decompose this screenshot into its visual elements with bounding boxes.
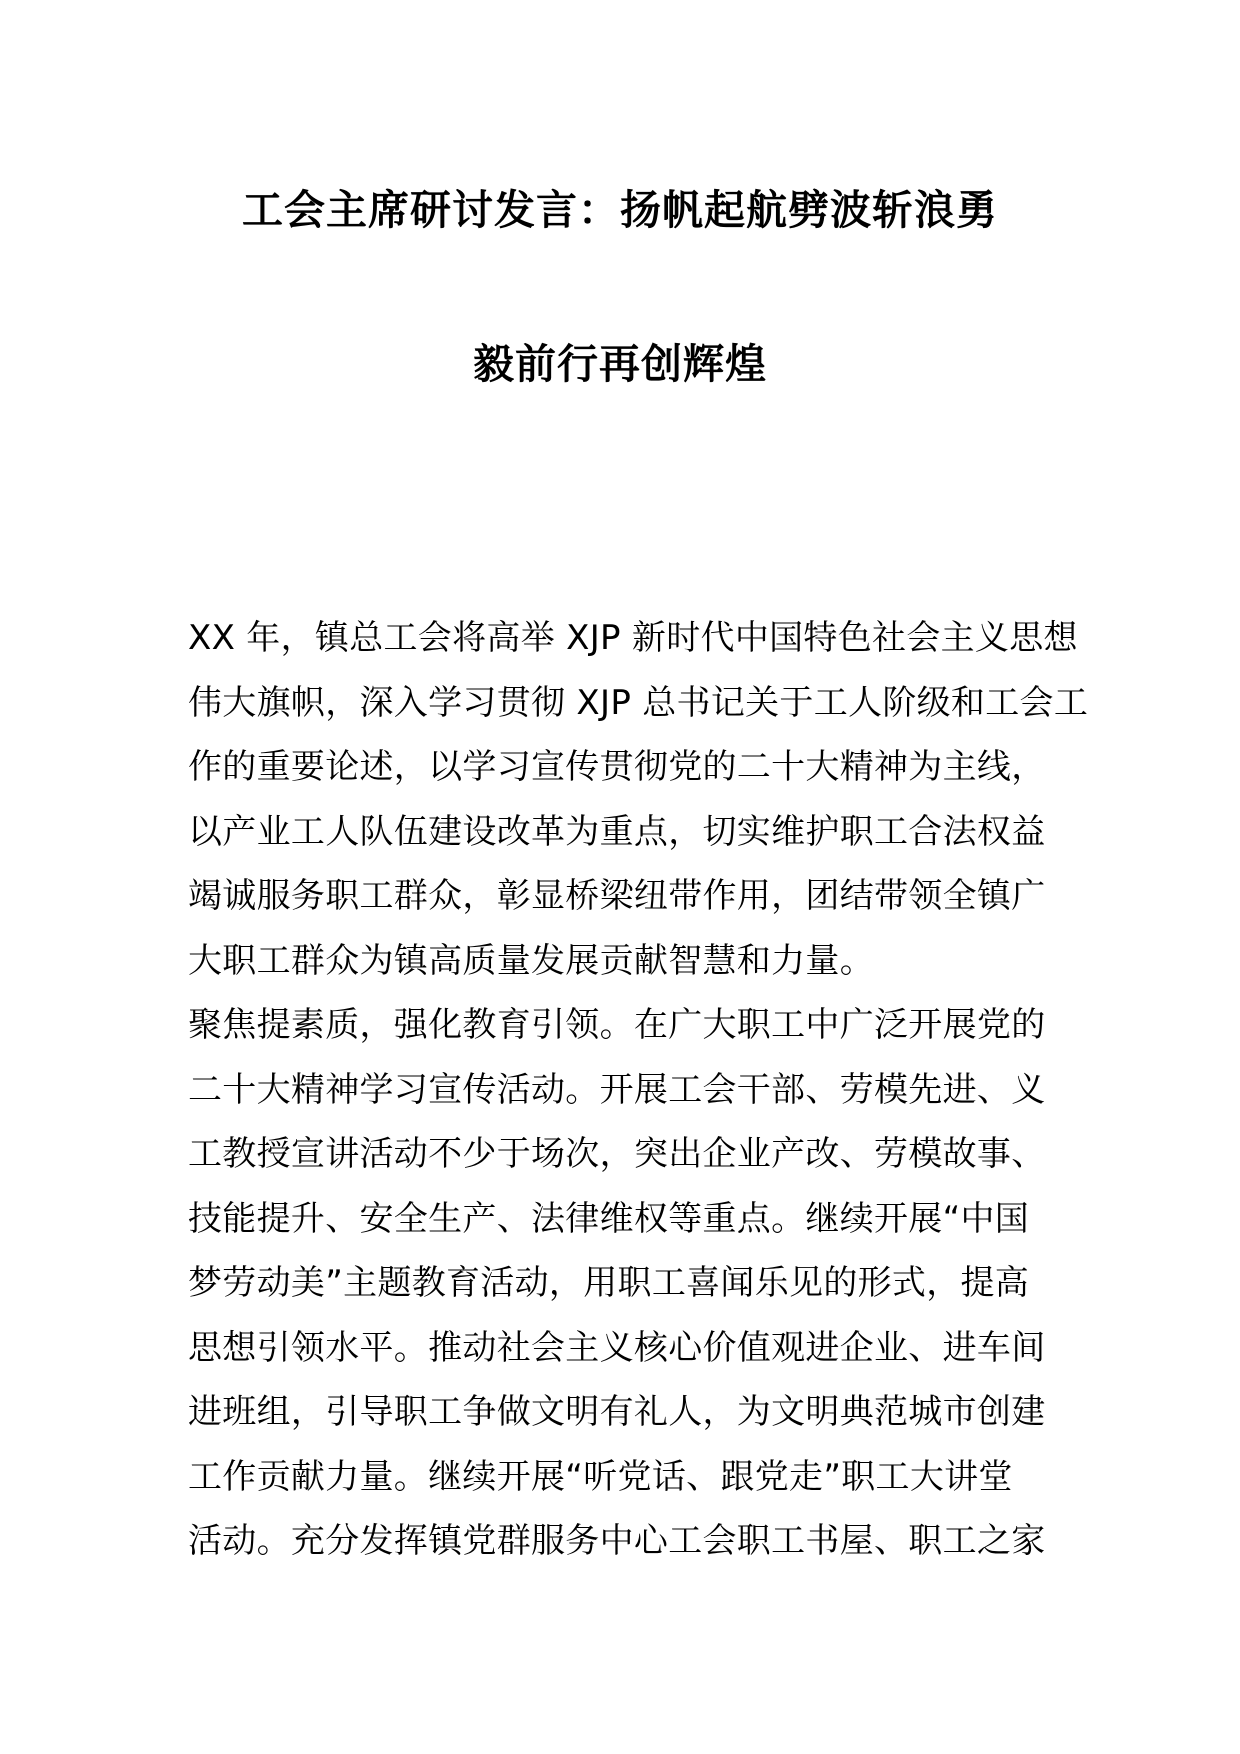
body-line: 以产业工人队伍建设改革为重点，切实维护职工合法权益 [188,811,1046,852]
body-line: 大职工群众为镇高质量发展贡献智慧和力量。 [188,940,874,981]
body-line: 技能提升、安全生产、法律维权等重点。继续开展“中国 [188,1198,1030,1239]
body-line: 活动。充分发挥镇党群服务中心工会职工书屋、职工之家 [188,1521,1046,1561]
body-line: 伟大旗帜，深入学习贯彻 XJP 总书记关于工人阶级和工会工 [188,682,1089,723]
body-line: 竭诚服务职工群众，彰显桥梁纽带作用，团结带领全镇广 [188,876,1046,916]
body-line: 思想引领水平。推动社会主义核心价值观进企业、进车间 [188,1327,1046,1368]
document-title [150,175,1090,399]
title-line-2: 毅前行再创辉煌 [473,340,767,388]
body-line: 梦劳动美”主题教育活动，用职工喜闻乐见的形式，提高 [188,1263,1030,1303]
document-body [188,606,1089,1574]
body-line: 作的重要论述，以学习宣传贯彻党的二十大精神为主线， [188,747,1046,787]
body-line: XX 年，镇总工会将高举 XJP 新时代中国特色社会主义思想 [188,618,1078,658]
body-line: 进班组，引导职工争做文明有礼人，为文明典范城市创建 [188,1392,1046,1432]
body-line: 聚焦提素质，强化教育引领。在广大职工中广泛开展党的 [188,1005,1046,1045]
body-line: 工作贡献力量。继续开展“听党话、跟党走”职工大讲堂 [188,1456,1013,1497]
body-line: 二十大精神学习宣传活动。开展工会干部、劳模先进、义 [188,1069,1046,1110]
body-line: 工教授宣讲活动不少于场次，突出企业产改、劳模故事、 [188,1134,1046,1174]
title-line-1: 工会主席研讨发言：扬帆起航劈波斩浪勇 [242,186,998,234]
